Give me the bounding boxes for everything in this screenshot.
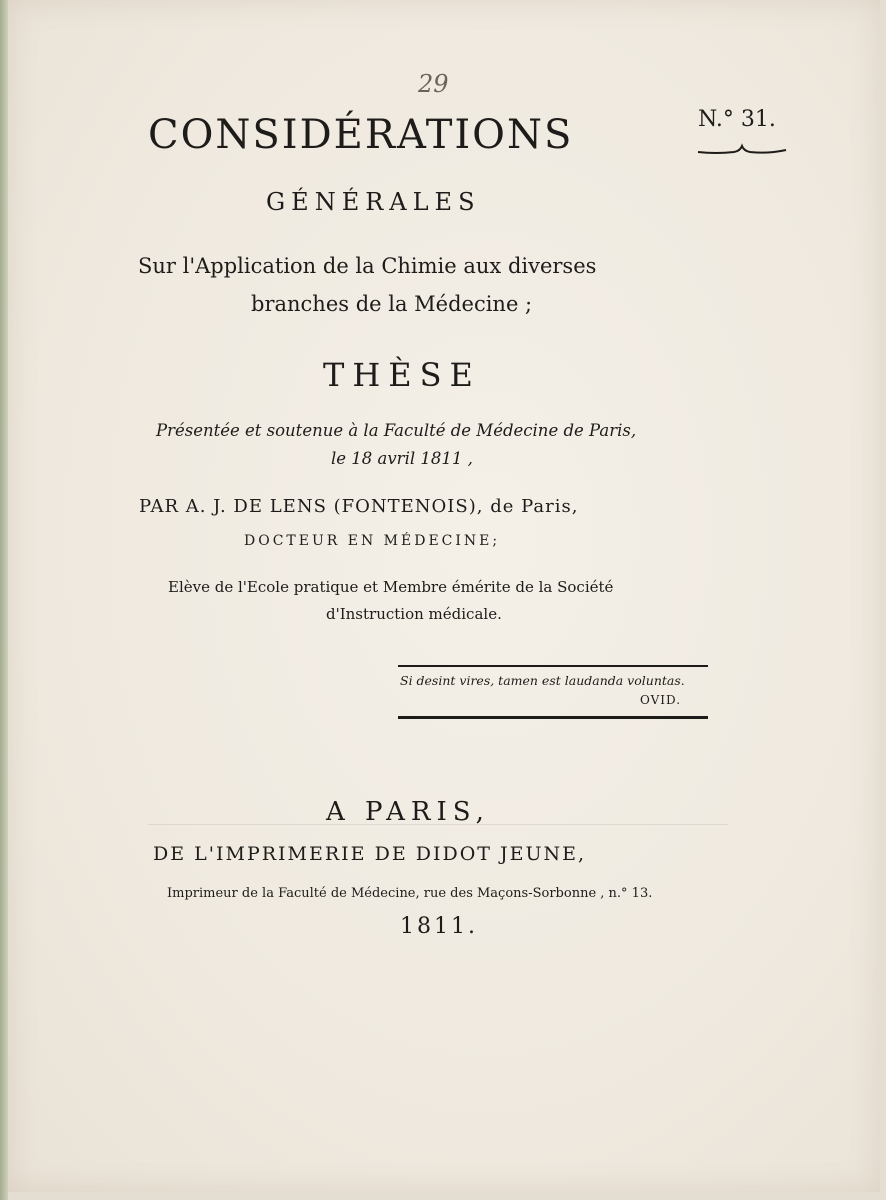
- title-page: [8, 0, 880, 1192]
- subject-line-2: branches de la Médecine ;: [251, 292, 533, 316]
- degree-line: DOCTEUR EN MÉDECINE;: [244, 533, 501, 549]
- page-edge: [0, 0, 8, 1200]
- document-title: CONSIDÉRATIONS: [148, 112, 574, 158]
- handwritten-number: 29: [418, 70, 449, 98]
- flourish-ornament: [696, 142, 788, 156]
- printer-line: DE L'IMPRIMERIE DE DIDOT JEUNE,: [153, 843, 587, 865]
- date-line: le 18 avril 1811 ,: [331, 449, 473, 468]
- number-label: N.° 31.: [698, 107, 776, 132]
- author-line: PAR A. J. DE LENS (FONTENOIS), de Paris,: [139, 496, 579, 517]
- epigraph-author: OVID.: [640, 693, 682, 707]
- printer-details: Imprimeur de la Faculté de Médecine, rue des Maçons-Sorbonne , n.° 13.: [167, 886, 653, 901]
- place-line: A PARIS,: [326, 797, 490, 827]
- affiliation-line-1: Elève de l'Ecole pratique et Membre émérite de la Société: [168, 578, 614, 596]
- bleed-through-rule: [148, 824, 728, 825]
- subject-line-1: Sur l'Application de la Chimie aux diverses: [138, 254, 597, 278]
- document-subtitle: GÉNÉRALES: [266, 188, 481, 216]
- affiliation-line-2: d'Instruction médicale.: [326, 605, 502, 623]
- document-type: THÈSE: [323, 356, 481, 394]
- presented-line: Présentée et soutenue à la Faculté de Médecine de Paris,: [156, 421, 637, 440]
- epigraph: Si desint vires, tamen est laudanda voluntas.: [400, 673, 685, 688]
- epigraph-rule-top: [398, 665, 708, 667]
- epigraph-rule-bottom: [398, 716, 708, 719]
- publication-year: 1811.: [400, 914, 478, 939]
